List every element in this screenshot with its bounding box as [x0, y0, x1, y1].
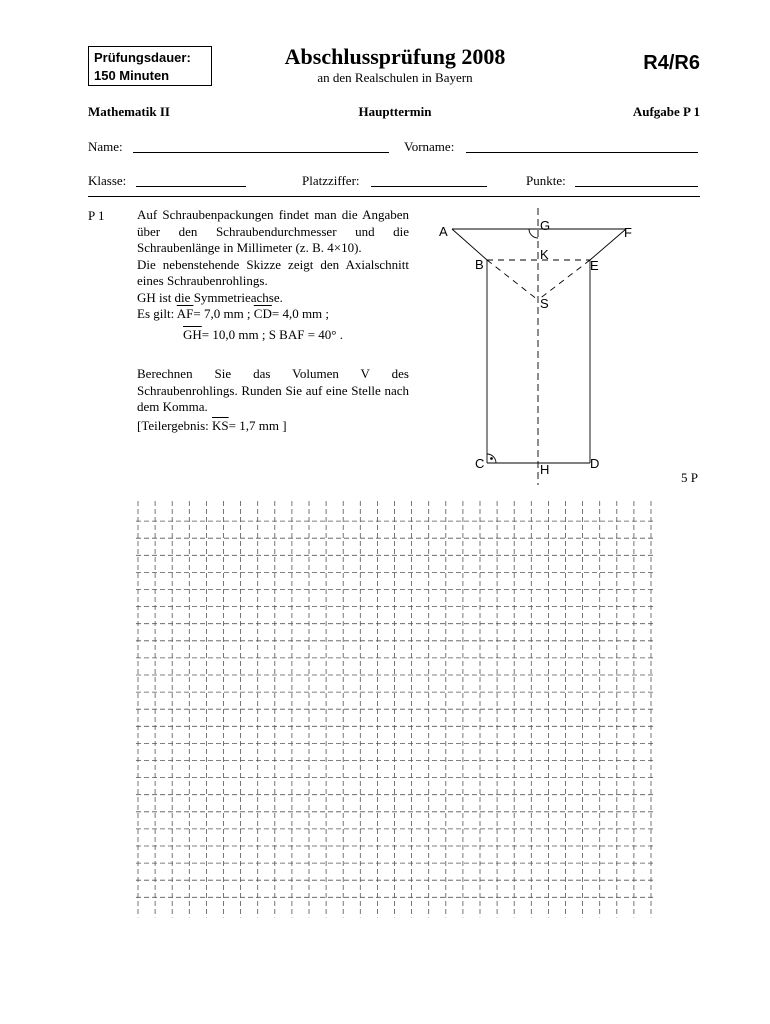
- label-c: C: [475, 456, 485, 471]
- task-text: [137, 207, 409, 434]
- given-prefix: Es gilt:: [137, 306, 175, 321]
- gh-value: = 10,0 mm ;: [201, 326, 266, 342]
- segment-es-dashed: [538, 260, 590, 300]
- task-symmetry: GH ist die Symmetrieachse.: [137, 289, 283, 305]
- label-a: A: [439, 224, 448, 239]
- name-field[interactable]: [133, 138, 389, 153]
- exam-title: Abschlussprüfung 2008: [284, 44, 506, 69]
- segment-fe: [590, 229, 626, 260]
- subject: Mathematik II: [88, 104, 170, 119]
- label-g: G: [540, 218, 551, 233]
- given-line-2: [137, 327, 409, 344]
- screw-cross-section-sketch: [430, 205, 650, 490]
- klasse-field[interactable]: [136, 172, 246, 187]
- session: Haupttermin: [358, 104, 432, 119]
- label-s: S: [540, 296, 549, 311]
- segment-ab: [452, 229, 487, 260]
- angle-given: S BAF = 40° .: [268, 326, 344, 342]
- ks-name: $\overline{KS}$: [212, 417, 229, 433]
- answer-grid[interactable]: [136, 500, 656, 930]
- af-name: $\overline{AF}$: [176, 306, 194, 321]
- task-question: Berechnen Sie das Volumen V des Schraubenrohlings. Runden Sie auf eine Stelle nach dem Komma.: [137, 366, 409, 414]
- label-h: H: [540, 462, 550, 477]
- platzziffer-label: Platzziffer:: [302, 173, 360, 188]
- cd-name: $\overline{CD}$: [253, 306, 272, 321]
- punkte-field[interactable]: [575, 172, 698, 187]
- right-angle-dot-c: [491, 458, 493, 460]
- exam-code: R4/R6: [643, 52, 700, 74]
- name-label: Name:: [88, 139, 123, 154]
- header-divider: [88, 196, 700, 197]
- partial-result: [137, 418, 409, 435]
- duration-box: [88, 46, 212, 86]
- label-e: E: [590, 258, 599, 273]
- task-points: 5 P: [681, 470, 698, 485]
- task-label: P 1: [88, 208, 105, 223]
- label-b: B: [475, 257, 484, 272]
- platzziffer-field[interactable]: [371, 172, 487, 187]
- duration-value: 150 Minuten: [94, 68, 170, 83]
- af-value: = 7,0 mm ;: [193, 306, 251, 321]
- exam-subtitle: an den Realschulen in Bayern: [317, 70, 473, 85]
- vorname-field[interactable]: [466, 138, 698, 153]
- label-d: D: [590, 456, 600, 471]
- segment-bs-dashed: [487, 260, 538, 300]
- given-line-1: [137, 306, 409, 323]
- label-k: K: [540, 247, 549, 262]
- duration-label: Prüfungsdauer:: [94, 50, 191, 65]
- task-id: Aufgabe P 1: [632, 104, 700, 119]
- vorname-label: Vorname:: [404, 139, 455, 154]
- gh-name: $\overline{GH}$: [183, 326, 202, 342]
- label-f: F: [624, 225, 632, 240]
- partial-prefix: [Teilergebnis:: [137, 417, 209, 433]
- task-sketch: Die nebenstehende Skizze zeigt den Axialschnitt eines Schraubenrohlings.: [137, 256, 409, 288]
- right-angle-mark-g: [529, 229, 538, 238]
- punkte-label: Punkte:: [526, 173, 566, 188]
- cd-value: = 4,0 mm ;: [271, 306, 330, 321]
- klasse-label: Klasse:: [88, 173, 127, 188]
- task-intro: Auf Schraubenpackungen findet man die Angaben über den Schraubendurchmesser und die Schraubenlänge in Millimeter (z. B. 4×10).: [137, 207, 409, 255]
- partial-value: = 1,7 mm ]: [228, 417, 287, 433]
